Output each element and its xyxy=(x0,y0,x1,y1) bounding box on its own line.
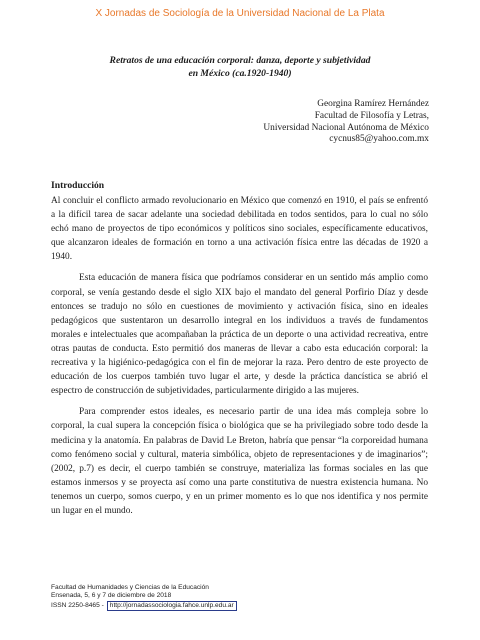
footer-issn-row xyxy=(51,601,237,611)
body-text xyxy=(51,194,428,518)
conference-header: X Jornadas de Sociología de la Universidad Nacional de La Plata xyxy=(95,8,385,19)
footer-dates: Ensenada, 5, 6 y 7 de diciembre de 2018 xyxy=(51,592,172,600)
author-email[interactable]: cycnus85@yahoo.com.mx xyxy=(329,134,429,145)
footer-issn: ISSN 2250-8465 - xyxy=(51,601,104,609)
author-university: Universidad Nacional Autónoma de México xyxy=(263,122,429,133)
author-name: Georgina Ramírez Hernández xyxy=(317,99,429,109)
paragraph-2: Esta educación de manera física que podríamos considerar en un sentido más amplio como corporal, se venía gestando desde el siglo XIX bajo el mandato del general Porfirio Díaz y desde entonces se tradujo no sólo en cuestiones de movimiento y activación física, sino en ideales pedagógicos que sustentaron un desarrollo integral en los individuos a través de fundamentos morales e intelectuales que acompañaban la práctica de un deporte o una actividad recreativa, entre otras pautas de conducta. Esto permitió dos maneras de llevar a cabo esta educación corporal: la recreativa y la higiénico-pedagógica con el fin de mejorar la raza. Pero dentro de este proyecto de educación de los cuerpos también tuvo lugar el arte, y desde la práctica dancística se abrió el espectro de construcción de subjetividades, particularmente dirigido a las mujeres. xyxy=(51,273,428,397)
author-faculty: Facultad de Filosofía y Letras, xyxy=(314,110,429,121)
paragraph-3: Para comprender estos ideales, es necesario partir de una idea más compleja sobre lo corporal, la cual supera la concepción física o biológica que se ha privilegiado sobre todo desde la medicina y la anatomía. En palabras de David Le Breton, habría que pensar “la corporeidad humana como fenómeno social y cultural, materia simbólica, objeto de representaciones y de imaginarios”; (2002, p.7) es decir, el cuerpo también se construye, materializa las formas sociales en las que estamos inmersos y se proyecta así como una parte constitutiva de nuestra existencia humana. No tenemos un cuerpo, somos cuerpo, y en un primer momento es lo que nos identifica y nos permite un lugar en el mundo. xyxy=(51,407,428,516)
page-footer xyxy=(51,584,237,611)
paper-title-line-1: Retratos de una educación corporal: danza, deporte y subjetividad xyxy=(109,55,371,66)
footer-institution: Facultad de Humanidades y Ciencias de la Educación xyxy=(51,584,209,591)
footer-url-link[interactable]: http://jornadassociologia.fahce.unlp.edu.ar xyxy=(107,601,237,611)
section-heading: Introducción xyxy=(51,180,105,191)
paragraph-1: Al concluir el conflicto armado revolucionario en México que comenzó en 1910, el país se enfrentó a la difícil tarea de sacar adelante una sociedad debilitada en todos sentidos, para lo cual no sólo echó mano de proyectos de tipo económicos y políticos sino sociales, específicamente educativos, que alcanzaron ideales de formación en torno a una activación física entre las décadas de 1920 a 1940. xyxy=(51,196,428,263)
paper-title xyxy=(40,55,440,80)
paper-title-line-2: en México (ca.1920-1940) xyxy=(188,67,292,79)
author-block xyxy=(263,99,429,146)
